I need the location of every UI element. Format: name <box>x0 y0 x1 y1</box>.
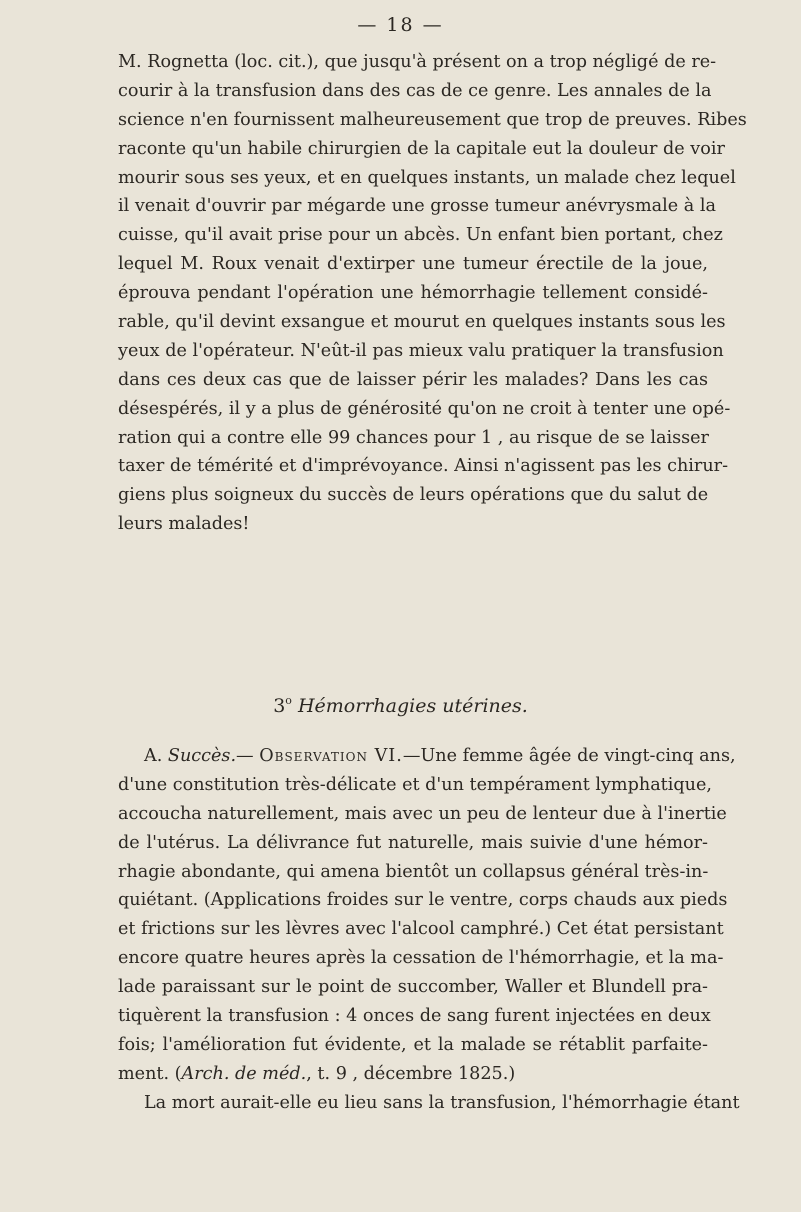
text-line: d'une constitution très-délicate et d'un tempérament lymphatique, <box>118 774 712 795</box>
text-line: La mort aurait-elle eu lieu sans la transfusion, l'hémorrhagie étant <box>144 1092 740 1113</box>
text-line: mourir sous ses yeux, et en quelques instants, un malade chez lequel <box>118 167 736 188</box>
section-number: 3 <box>273 695 286 717</box>
lead-dash: — <box>236 746 260 766</box>
section-heading <box>0 694 801 717</box>
text-line: yeux de l'opérateur. N'eût-il pas mieux valu pratiquer la transfusion <box>118 340 724 361</box>
text-line: accoucha naturellement, mais avec un peu de lenteur due à l'inertie <box>118 803 727 824</box>
observation-label: Observation VI. <box>259 746 403 766</box>
text-line: il venait d'ouvrir par mégarde une grosse tumeur anévrysmale à la <box>118 196 716 217</box>
text-line: lequel M. Roux venait d'extirper une tumeur érectile de la joue, <box>118 254 708 275</box>
text-line: désespérés, il y a plus de générosité qu'on ne croit à tenter une opé- <box>118 398 731 419</box>
observation-heading-line <box>118 742 736 771</box>
text-line: et frictions sur les lèvres avec l'alcool camphré.) Cet état persistant <box>118 919 724 940</box>
paragraph-2 <box>118 742 740 1118</box>
text-line: courir à la transfusion dans des cas de ce genre. Les annales de la <box>118 80 712 101</box>
section-title: Hémorrhagies utérines. <box>297 695 528 717</box>
text-line: raconte qu'un habile chirurgien de la capitale eut la douleur de voir <box>118 138 725 159</box>
lead-italic: Succès. <box>167 746 237 766</box>
text-line: dans ces deux cas que de laisser périr les malades? Dans les cas <box>118 369 708 390</box>
lead-letter: A. <box>144 746 163 766</box>
text-line: taxer de témérité et d'imprévoyance. Ainsi n'agissent pas les chirur- <box>118 456 729 477</box>
text-line: rhagie abondante, qui amena bientôt un collapsus général très-in- <box>118 861 709 882</box>
text-line: éprouva pendant l'opération une hémorrhagie tellement considé- <box>118 283 708 304</box>
text-line: quiétant. (Applications froides sur le ventre, corps chauds aux pieds <box>118 890 728 911</box>
reference-line <box>118 1060 708 1089</box>
text-line: science n'en fournissent malheureusement que trop de preuves. Ribes <box>118 109 747 130</box>
text-line: leurs malades! <box>118 514 250 535</box>
text-line: tiquèrent la transfusion : 4 onces de sang furent injectées en deux <box>118 1006 711 1027</box>
text-line: encore quatre heures après la cessation de l'hémorrhagie, et la ma- <box>118 948 724 969</box>
text-line: fois; l'amélioration fut évidente, et la malade se rétablit parfaite- <box>118 1034 708 1055</box>
page-number: — 18 — <box>357 14 444 36</box>
text-line: giens plus soigneux du succès de leurs opérations que du salut de <box>118 485 709 506</box>
section-number-sup: o <box>285 694 292 707</box>
text-line: rable, qu'il devint exsangue et mourut en quelques instants sous les <box>118 312 726 333</box>
observation-first-text: —Une femme âgée de vingt-cinq ans, <box>402 746 736 766</box>
paragraph-1 <box>118 48 747 539</box>
reference-journal: Arch. de méd. <box>181 1063 307 1084</box>
text-line: M. Rognetta (loc. cit.), que jusqu'à présent on a trop négligé de re- <box>118 52 717 72</box>
text-line: ration qui a contre elle 99 chances pour 1 , au risque de se laisser <box>118 427 709 448</box>
text-line: lade paraissant sur le point de succomber, Waller et Blundell pra- <box>118 977 708 998</box>
text-line: cuisse, qu'il avait prise pour un abcès. Un enfant bien portant, chez <box>118 225 723 246</box>
text-line: de l'utérus. La délivrance fut naturelle, mais suivie d'une hémor- <box>118 832 708 853</box>
reference-pre: ment. ( <box>118 1063 182 1084</box>
reference-post: , t. 9 , décembre 1825.) <box>306 1063 516 1084</box>
